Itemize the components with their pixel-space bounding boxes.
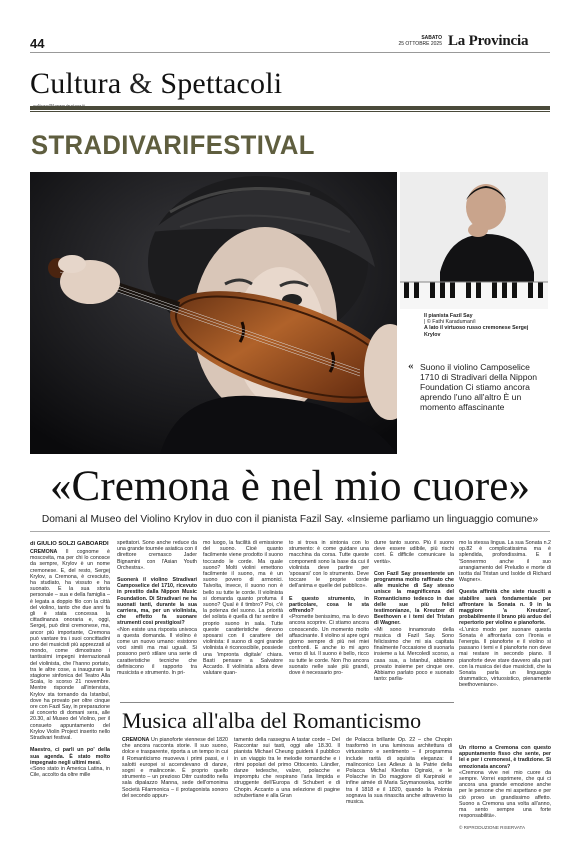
- section-ampersand: &: [129, 67, 153, 100]
- caption-credit: | © Fathi Karaduman/i: [424, 319, 476, 326]
- caption-bold: Il pianista Fazil Say: [424, 313, 473, 319]
- pianist-illustration: [400, 172, 548, 309]
- article-column-4: [289, 540, 369, 700]
- byline: di GIULIO SOLZI GABOARDI: [30, 541, 109, 547]
- col3-text: mo luogo, la facilità di emissione del suono. Cioè quanto facilmente viene prodotto il suono toccando le corde. Ma quale suono? Molti violini emettono facilmente il suono, ma è un suono povero di armonici. Talvolta, invece, il suono non è bello su tutte le corde. Il violinista si domanda quanto profuma il suono? Qual è il timbro? Poi, c'è la potenza del suono. La priorità del solista è quella di far sentire il proprio suono in sala. Tutte queste caratteristiche devono sposarsi con il carattere del violinista: il suono di ogni grande violinista è riconoscibile, possiede una 'impronta digitale' chiara. Basti pensare a Salvatore Accardo. Il violinista allora deve valutare quan-: [203, 540, 283, 677]
- box-col3-text: de Polacca brillante Op. 22 – che Chopin trasformò in una luminosa architettura di virtuosismo e sentimento – il programma include rarità di squisita eleganza: il malinconico Les Adieux à la Patrie della Polacca Michal Kleofas Oginski, e le Polacche in Do maggiore di Karpinski e infine aimée di Maria Szymanowska, scritte tra il 1818 e il 1820, quando la Polonia sognava la sua rinascita anche attraverso la musica.: [346, 737, 452, 806]
- section-title-b: Spettacoli: [160, 67, 283, 100]
- col4-question: E questo strumento, in particolare, cosa le sta offrendo?: [289, 595, 369, 615]
- col1-answer: «Sono stato in America Latina, in Cile, accolto da oltre mille: [30, 765, 110, 779]
- col1-question: Maestro, ci parli un po' della sua agenda. È stato molto impegnato negli ultimi mesi.: [30, 747, 110, 766]
- quote-mark-icon: «: [408, 360, 414, 372]
- headline: «Cremona è nel mio cuore»: [49, 463, 531, 510]
- col4-text: to si trova in sintonia con lo strumento: è come guidare una macchina da corsa. Tutte queste componenti sono la base da cui il violinista deve partire per 'sposarsi' con lo strumento. Deve toccare le proprie corde dell'anima e quelle del pubblico».: [289, 540, 369, 590]
- date: 25 OTTOBRE 2025: [398, 41, 442, 47]
- col2-answer: «Non esiste una risposta univoca a questa domanda. Il violino è come un nuovo umano: esistono voci simili ma mai uguali. Si possono però stilare una serie di caratteristiche tecniche che definiscono il rapporto tra musicista e strumento. In pri-: [117, 626, 197, 677]
- box-rule: [120, 702, 454, 703]
- col5-answer: «Mi sono innamorato della musica di Fazil Say. Sono felicissimo che mi sia capitata finalmente l'occasione di suonarla insieme a lui. Mercoledì scorso, a casa sua, a Istanbul, abbiamo provato insieme per cinque ore. Abbiamo parlato poco e suonato tanto: parlia-: [374, 626, 454, 683]
- article-column-6: [459, 540, 551, 740]
- col6-answer: «L'unico modo per suonare questa Sonata è affrontarla con l'ironia e l'energia. Il pianoforte e il violino si passano i temi e il pianoforte non deve mai restare in secondo piano. Il pianoforte deve stare davvero alla pari con la musica dei due musicisti, che la Sonata parla un linguaggio drammatico, virtuosistico, pienamente beethoveniano».: [459, 626, 551, 689]
- box-col2-text: tamento della rassegna A tastar corde – Del Raccontar sui tasti, oggi alle 18.30. Il pianista Michael Cheung guiderà il pubblico in un viaggio tra le melodie romantiche e i ritmi popolari del primo Ottocento. Ländler, danze tedesche, valzer, polacche e impromptu che respirano l'aria limpida e struggente dell'Europa di Schubert e di Chopin. Accanto a una selezione di pagine schubertiane e alla Gran: [234, 737, 340, 799]
- dateline: CREMONA: [30, 549, 58, 555]
- col4-answer: «Promette benissimo, ma lo devo ancora scoprire. Ci stiamo ancora conoscendo. Un momento molto affascinante. Il violino si apre ogni giorno sempre di più nei miei confronti. E anche io mi apro verso di lui. Il suono è bello, ricco su tutte le corde. Non l'ho ancora suonato nelle sale più grandi, dove è necessario pro-: [289, 614, 369, 677]
- article-column-5: [374, 540, 454, 700]
- article-column-3: [203, 540, 283, 700]
- photo-violinist: [30, 172, 397, 454]
- box-col1-text: Un pianoforte viennese del 1820 che ancora racconta storie. Il suo suono, dolce e trasparente, riporta a un tempo in cui il Romanticismo muoveva i primi passi, e i salotti europei si accendevano di danze, sogni e malinconie. È proprio quello strumento – un prezioso Ditrr custodito nella sala dipalazzo Manna, sede dell'omonima Società Filarmonica – il protagonista sonoro del secondo appun-: [122, 737, 228, 799]
- masthead: La Provincia: [448, 33, 529, 49]
- box-column-3: [346, 737, 452, 837]
- col6-text: mo la stessa lingua. La sua Sonata n.2 op.82 è complicatissima ma è splendida, profondissima. E il 'Sonnerrmo anche il suo arrangiamento del Preludio e morte di Isotta dal Tristan und Isolde di Richard Wagner».: [459, 540, 551, 584]
- headline-rule: [30, 531, 550, 532]
- subheadline: Domani al Museo del Violino Krylov in duo con il pianista Fazil Say. «Insieme parliamo un linguaggio comune»: [41, 514, 539, 525]
- col5-text: durre tanto suono. Più il suono deve essere udibile, più rischi corri. È difficile comunicare la verità».: [374, 540, 454, 565]
- rightcol-question: Un ritorno a Cremona con questo appuntamento fisso che sente, per lei e per i cremonesi, è tradizione. Sì emozionata ancora?: [459, 745, 551, 770]
- col1-text: Il cognome è moscovita, ma per chi lo conosce da sempre, Krylov è un nome cremonese. E, del resto, Sergej Krylov, a Cremona, è cresciuto, ha studiato, ha vissuto e ha suonato. E la sua storia personale – sua e della famiglia – è legata a doppio filo con la città del violino, tanto che due anni fa gli è stata concessa la cittadinanza onoraria e, oggi, Sergej, può dirsi cremonese, ma, ancor più importante, Cremona può vantare tra i suoi concittadini uno dei musicisti più apprezzati al mondo, come dimostrano i tantissimi impegni internazionali del violinista, che l'hanno portato, tra le altre cose, a inaugurare la stagione sinfonica del Teatro Alla Scala, lo scorso 21 novembre. Mentre risponde all'intervista, Krylov sta tornando da Istanbul, dove ha provato per oltre cinque ore con Fazil Say, in preparazione al concerto di domani sera, alle 20.30, al Museo del Violino, per il consueto appuntamento del Krylov Violin Project inserito nello Stradivari festival.: [30, 549, 110, 742]
- weekday: SABATO: [421, 35, 442, 41]
- section-title-a: Cultura: [30, 67, 122, 100]
- col2-text: spettatori. Sono anche reduce da una grande tournée asiatica con il direttore cremasco Jader Bignamini con l'Asian Youth Orchestra».: [117, 540, 197, 571]
- box-column-1: [122, 737, 228, 837]
- article-column-6-end: [459, 745, 551, 823]
- col5-question: Con Fazil Say presenterete un programma molto raffinato che alle musiche di Say stesso unisce la magnificenza del Romanticismo tedesco in due delle sue più felici testimonianze, la Kreutzer di Beethoven e i temi del Tristan di Wagner.: [374, 570, 454, 627]
- section-rule: [30, 106, 550, 110]
- date-block: [382, 35, 442, 47]
- photo-pianist: [400, 172, 548, 309]
- violinist-illustration: [30, 172, 397, 454]
- pull-quote: Suono il violino Camposelice 1710 di Stradivari della Nippon Foundation Ci stiamo ancora aprendo l'uno all'altro È un momento affascinante: [420, 362, 538, 412]
- box-title: Musica all'alba del Romanticismo: [122, 708, 422, 733]
- section-rule-thin: [30, 111, 550, 112]
- copyright: © RIPRODUZIONE RISERVATA: [459, 825, 526, 830]
- caption-rest: A lato il virtuoso russo cremonese Sergej Krylov: [424, 325, 529, 338]
- col2-question: Suonerà il violino Stradivari Camposelice del 1710, ricevuto in prestito dalla Nippon Music Foundation. Di Stradivari ne ha suonati tanti, durante la sua carriera, ma, per un violinista, che effetto fa suonare strumenti così prestigiosi?: [117, 577, 197, 627]
- kicker: STRADIVARIFESTIVAL: [31, 130, 315, 160]
- section-title: [30, 67, 282, 101]
- rightcol-answer: «Cremona vive nei mio cuore da sempre. Vorrei esprimere, che qui ci ancora una grande emozione anche per le persone che mi aspettano e per ciò provo un grandissimo affetto. Suono a Cremona una volta all'anno, ma sento sempre una forte responsabilità».: [459, 769, 551, 820]
- photo-caption: [424, 313, 544, 338]
- header-rule: [30, 52, 550, 53]
- article-column-1: [30, 549, 110, 842]
- col6-question: Questa affinità che siete riusciti a stabilire sarà fondamentale per affrontare la Sonata n. 9 in la maggiore 'a Kreutzer', probabilmente il brano più arduo del repertorio per violino e pianoforte.: [459, 589, 551, 627]
- page-number: 44: [30, 36, 45, 51]
- article-column-2: [117, 540, 197, 700]
- box-dateline: CREMONA: [122, 737, 150, 743]
- box-column-2: [234, 737, 340, 837]
